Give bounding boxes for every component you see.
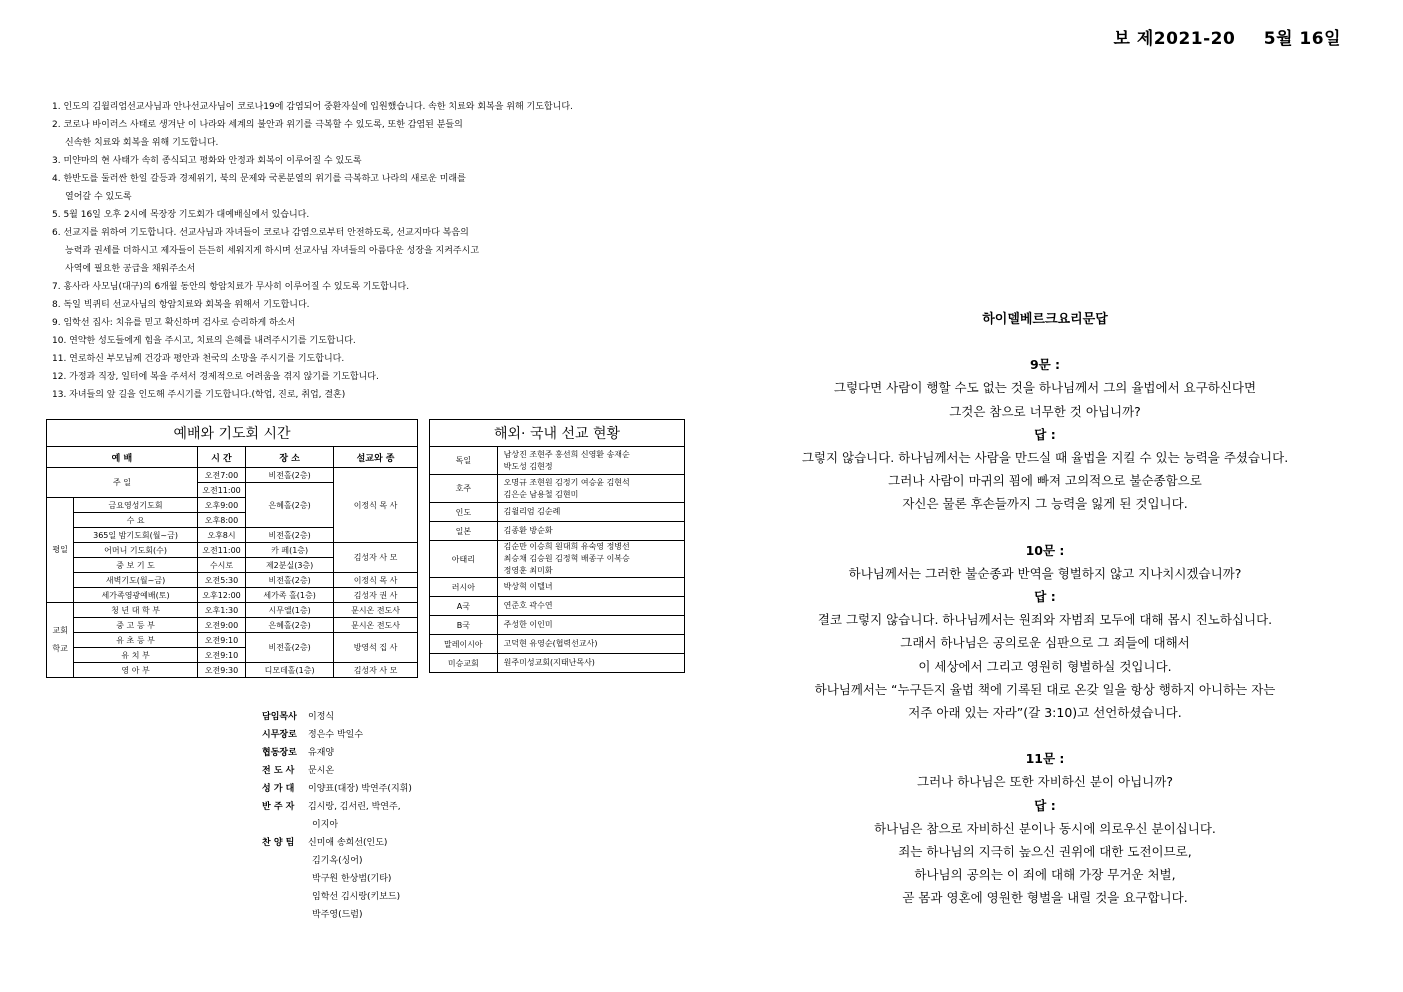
intercession-place: 제2분실(3층) [246,558,334,573]
catechism-section [730,308,1360,910]
bulletin-header [1114,24,1341,49]
mission-country: 아태리 [430,541,498,578]
mission-row [430,475,685,503]
mission-row [430,522,685,541]
friday-time: 오후9:00 [197,498,245,513]
prayer-item: 7. 홍사라 사모님(대구)의 6개월 동안의 항암치료가 무사히 이루어질 수 있도록 기도합니다. [52,282,410,292]
missionary-line: 주성한 이인미 [503,620,553,629]
prayer-item: 11. 연로하신 부모님께 건강과 평안과 천국의 소망을 주시기를 기도합니다. [52,354,345,364]
staff-names: 박주영(드럼) [312,910,363,920]
youth-place: 시무엘(1층) [246,603,334,618]
staff-names: 박구원 한상범(기타) [312,874,392,884]
mission-names [497,475,684,503]
col-header-time: 시 간 [197,447,245,468]
weekday-label: 평일 [47,498,74,603]
missionary-line: 김종환 방순화 [503,526,553,535]
missionary-line: 원주미성교회(지태난목사) [503,658,595,667]
question-number: 9문 : [1029,357,1061,373]
missionary-line: 최승채 김승원 김정혁 배종구 이복승 [503,554,630,563]
col-header-service: 예 배 [47,447,198,468]
sunday-place-1: 비전홀(2층) [246,468,334,483]
infant-person: 김성자 사 모 [334,663,418,678]
missionary-line: 박상혁 이텔녀 [503,582,553,591]
mission-row [430,578,685,597]
spacer [730,724,1360,747]
daily-time: 오후8시 [197,528,245,543]
mission-row [430,503,685,522]
catechism-title: 하이델베르크요리문답 [982,312,1108,327]
answer-text: 그래서 하나님은 공의로운 심판으로 그 죄들에 대해서 [900,635,1190,651]
prayer-item: 능력과 권세를 더하시고 제자들이 든든히 세워지게 하시며 선교사님 자녀들의 아름다운 성장을 지켜주시고 [65,246,480,256]
answer-text: 하나님의 공의는 이 죄에 대해 가장 무거운 처벌, [914,867,1176,883]
staff-names: 이지아 [312,820,339,830]
bulletin-number: 보 제2021-20 [1113,29,1236,49]
prayer-item: 13. 자녀들의 앞 길을 인도해 주시기를 기도합니다.(학업, 진로, 취업, 결혼) [52,390,346,400]
staff-list [262,708,412,924]
staff-row [262,708,412,726]
answer-text: 죄는 하나님의 지극히 높으신 권위에 대한 도전이므로, [898,844,1192,860]
col-header-place: 장 소 [246,447,334,468]
sunday-label: 주 일 [47,468,198,498]
middlehigh-time: 오전9:00 [197,618,245,633]
question-text: 그것은 참으로 너무한 것 아닙니까? [949,403,1141,419]
daily-name: 365일 밤기도회(월~금) [74,528,198,543]
staff-names: 정은수 박일수 [308,730,364,740]
mission-names [497,503,684,522]
staff-names: 이양표(대장) 박연주(지휘) [308,784,412,794]
answer-label: 답 : [1034,797,1056,813]
mission-names [497,597,684,616]
worship-schedule-table [46,419,418,678]
friday-name: 금요영성기도회 [74,498,198,513]
mission-country: 미승교회 [430,654,498,673]
answer-text: 하나님께서는 “누구든지 율법 책에 기록된 대로 온갖 일을 항상 행하지 아니하는 자는 [814,681,1276,697]
wednesday-name: 수 요 [74,513,198,528]
staff-row [262,744,412,762]
staff-role: 담임목사 [262,712,297,722]
missionary-line: 오명규 조현원 김정기 여승윤 김현석 [503,477,630,487]
dawn-name: 새벽기도(월~금) [74,573,198,588]
middlehigh-person: 문시온 전도사 [334,618,418,633]
answer-text: 그러나 사람이 마귀의 꾐에 빠져 고의적으로 불순종함으로 [888,473,1202,489]
staff-role: 찬 양 팀 [262,838,295,848]
intercession-time: 수시로 [197,558,245,573]
infant-time: 오전9:30 [197,663,245,678]
family-person: 김성자 권 사 [334,588,418,603]
mission-row [430,597,685,616]
missionary-line: 김은순 남용철 김현미 [503,489,579,499]
mission-names [497,616,684,635]
question-text: 하나님께서는 그러한 불순종과 반역을 형벌하지 않고 지나치시겠습니까? [848,565,1242,581]
family-place: 세가족 홀(1층) [246,588,334,603]
prayer-item: 3. 미얀마의 현 사태가 속히 종식되고 평화와 안정과 회복이 이루어질 수 있도록 [52,156,362,166]
answer-text: 자신은 물론 후손들까지 그 능력을 잃게 된 것입니다. [902,496,1188,512]
bulletin-date: 5월 16일 [1263,29,1341,49]
prayer-item: 4. 한반도를 둘러싼 한일 갈등과 경제위기, 북의 문제와 국론분열의 위기를 극복하고 나라의 새로운 미래를 [52,174,466,184]
mission-row [430,541,685,578]
spacer [730,516,1360,539]
staff-row [262,906,412,924]
missionary-line: 김윌리엄 김순례 [503,507,561,516]
kindergarten-time: 오전9:10 [197,648,245,663]
prayer-item: 12. 가정과 직장, 일터에 복을 주셔서 경제적으로 어려움을 겪지 않기를 기도합니다. [52,372,379,382]
mission-country: 독일 [430,447,498,475]
missionary-line: 정영훈 최미화 [503,566,553,575]
mission-country: 호주 [430,475,498,503]
missionary-line: 고덕현 유영순(협력선교사) [503,639,598,648]
staff-names: 유재양 [308,748,335,758]
elementary-time: 오전9:10 [197,633,245,648]
staff-role: 시무장로 [262,730,297,740]
answer-text: 그렇지 않습니다. 하나님께서는 사람을 만드실 때 율법을 지킬 수 있는 능력을 주셨습니다. [801,450,1289,466]
mission-names [497,635,684,654]
mission-country: A국 [430,597,498,616]
preacher-main: 이정식 목 사 [334,468,418,543]
staff-role: 반 주 자 [262,802,295,812]
family-name: 세가족영광예배(토) [74,588,198,603]
elementary-name: 유 초 등 부 [74,633,198,648]
question-text: 그렇다면 사람이 행할 수도 없는 것을 하나님께서 그의 율법에서 요구하신다면 [833,380,1257,396]
mission-names [497,522,684,541]
staff-row [262,834,412,852]
mission-row [430,635,685,654]
answer-label: 답 : [1034,426,1056,442]
prayer-item: 10. 연약한 성도들에게 힘을 주시고, 치료의 은혜를 내려주시기를 기도합니다. [52,336,356,346]
staff-names: 임학선 김시랑(키보드) [312,892,401,902]
kindergarten-name: 유 치 부 [74,648,198,663]
mission-row [430,654,685,673]
mission-row [430,447,685,475]
staff-names: 김기옥(싱어) [312,856,363,866]
family-time: 오후12:00 [197,588,245,603]
mission-country: 말레이시아 [430,635,498,654]
mission-names [497,447,684,475]
staff-role: 전 도 사 [262,766,295,776]
school-label: 교회학교 [47,603,74,678]
staff-row [262,798,412,816]
prayer-item: 5. 5월 16일 오후 2시에 목장장 기도회가 대예배실에서 있습니다. [52,210,310,220]
prayer-item: 열어갈 수 있도록 [65,192,132,202]
answer-label: 답 : [1034,589,1056,605]
mission-row [430,616,685,635]
school-person: 방영석 집 사 [334,633,418,663]
staff-row [262,870,412,888]
prayer-item: 2. 코로나 바이러스 사태로 생겨난 이 나라와 세계의 불안과 위기를 극복할 수 있도록, 또한 감염된 분들의 [52,120,463,130]
sunday-time-2: 오전11:00 [197,483,245,498]
prayer-item: 신속한 치료와 회복을 위해 기도합니다. [65,138,219,148]
staff-role: 협동장로 [262,748,297,758]
mothers-place: 카 페(1층) [246,543,334,558]
staff-role: 성 가 대 [262,784,295,794]
worship-table-title: 예배와 기도회 시간 [47,420,418,447]
prayer-item: 8. 독일 빅퀴티 선교사님의 항암치료와 회복을 위해서 기도합니다. [52,300,310,310]
prayer-item: 6. 선교지를 위하여 기도합니다. 선교사님과 자녀들이 코로나 감염으로부터 안전하도록, 선교지마다 복음의 [52,228,469,238]
prayer-item: 사역에 필요한 공급을 채워주소서 [65,264,196,274]
prayer-item: 1. 인도의 김윌리엄선교사님과 안나선교사님이 코로나19에 감염되어 중환자실에 입원했습니다. 속한 치료와 회복을 위해 기도합니다. [52,102,573,112]
dawn-person: 이정식 목 사 [334,573,418,588]
mothers-name: 어머니 기도회(수) [74,543,198,558]
mission-names [497,578,684,597]
staff-row [262,888,412,906]
wednesday-time: 오후8:00 [197,513,245,528]
youth-time: 오후1:30 [197,603,245,618]
dawn-place: 비전홀(2층) [246,573,334,588]
answer-text: 하나님은 참으로 자비하신 분이나 동시에 의로우신 분이십니다. [874,820,1216,836]
staff-names: 이정식 [308,712,335,722]
infant-place: 디모데홀(1층) [246,663,334,678]
answer-text: 곧 몸과 영혼에 영원한 형벌을 내릴 것을 요구합니다. [902,890,1188,906]
mothers-time: 오전11:00 [197,543,245,558]
answer-text: 이 세상에서 그리고 영원히 형벌하실 것입니다. [918,658,1172,674]
mission-status-table [429,419,685,673]
youth-person: 문시온 전도사 [334,603,418,618]
prayer-item: 9. 임학선 집사: 치유를 믿고 확신하며 검사로 승리하게 하소서 [52,318,296,328]
grace-hall: 은혜홀(2층) [246,483,334,528]
answer-text: 저주 아래 있는 자라”(갈 3:10)고 선언하셨습니다. [908,705,1182,721]
intercession-name: 중 보 기 도 [74,558,198,573]
sunday-time-1: 오전7:00 [197,468,245,483]
missionary-line: 김순만 이승희 원대희 유숙영 정병선 [503,542,630,551]
question-text: 그러나 하나님은 또한 자비하신 분이 아닙니까? [917,774,1173,790]
staff-row [262,762,412,780]
mission-table-title: 해외· 국내 선교 현황 [430,420,685,447]
mission-country: 인도 [430,503,498,522]
mission-country: 러시아 [430,578,498,597]
staff-row [262,816,412,834]
mission-country: B국 [430,616,498,635]
question-number: 10문 : [1025,542,1065,558]
youth-name: 청 년 대 학 부 [74,603,198,618]
staff-row [262,726,412,744]
prayer-list [52,98,692,404]
mission-names [497,654,684,673]
infant-name: 영 아 부 [74,663,198,678]
missionary-line: 연준호 곽수연 [503,601,553,610]
middlehigh-name: 중 고 등 부 [74,618,198,633]
staff-row [262,780,412,798]
staff-row [262,852,412,870]
mission-country: 일본 [430,522,498,541]
col-header-preacher: 설교와 종 [334,447,418,468]
staff-names: 문시온 [308,766,335,776]
question-number: 11문 : [1025,751,1065,767]
staff-names: 김시랑, 김서린, 박연주, [308,802,401,812]
middlehigh-place: 은혜홀(2층) [246,618,334,633]
mission-names [497,541,684,578]
daily-place: 비전홀(2층) [246,528,334,543]
missionary-line: 남상진 조현주 홍선희 신영환 송재순 [503,449,630,459]
dawn-time: 오전5:30 [197,573,245,588]
answer-text: 결코 그렇지 않습니다. 하나님께서는 원죄와 자범죄 모두에 대해 몹시 진노하십니다. [817,612,1273,628]
school-place: 비전홀(2층) [246,633,334,663]
staff-names: 신미애 송희선(인도) [308,838,388,848]
missionary-line: 박도성 김현정 [503,461,553,471]
preacher-mid: 김성자 사 모 [334,543,418,573]
